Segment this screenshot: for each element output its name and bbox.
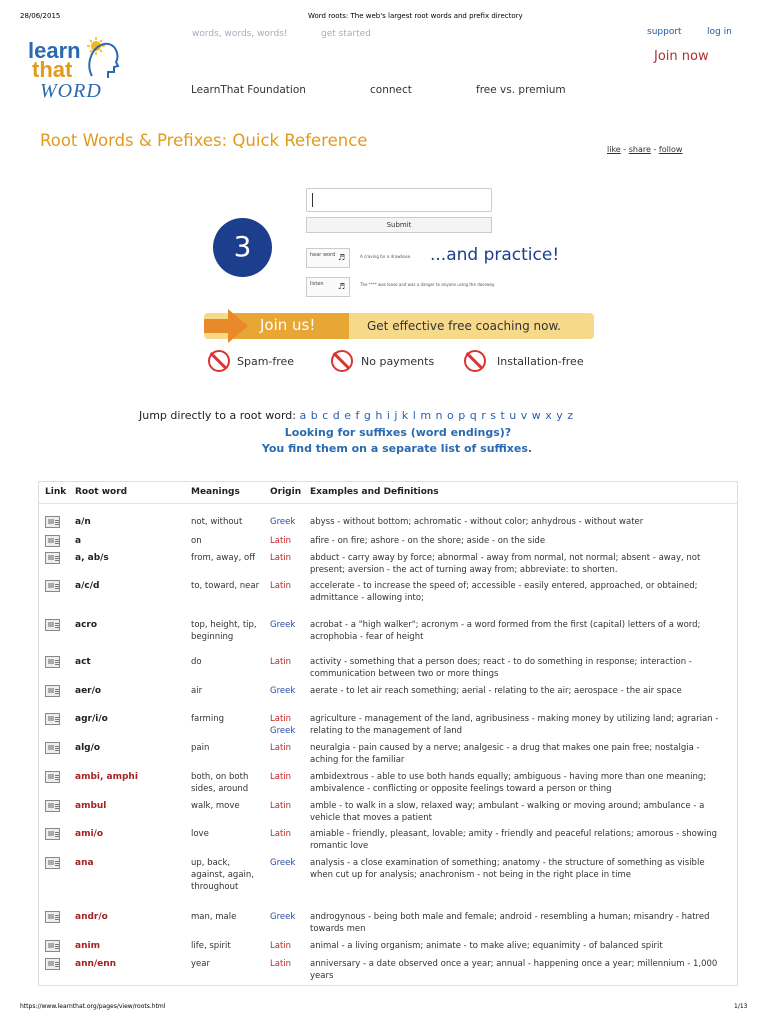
root-meaning: life, spirit [191, 941, 231, 951]
root-word: a/n [75, 517, 91, 527]
image-icon [45, 713, 60, 725]
image-icon [45, 857, 60, 869]
share-link[interactable]: share [628, 145, 651, 154]
root-word: anim [75, 941, 100, 951]
join-banner[interactable] [204, 313, 594, 339]
root-origin: Latin [270, 829, 292, 839]
print-title: Word roots: The web's largest root words and prefix directory [308, 12, 523, 20]
root-meaning: farming [191, 714, 224, 724]
hear-word-button[interactable] [306, 248, 350, 268]
root-meaning: air [191, 686, 203, 696]
tagline-link[interactable]: words, words, words! [192, 29, 288, 39]
letter-links[interactable]: a b c d e f g h i j k l m n o p q r s t u v w x y z [299, 409, 574, 422]
logo-text-word: WORD [40, 80, 102, 102]
root-origin: Greek [270, 620, 296, 630]
root-word: ami/o [75, 829, 104, 839]
no-install-icon [464, 350, 486, 372]
root-word: acro [75, 620, 98, 630]
row-link-icon[interactable] [45, 771, 61, 784]
speaker-icon: ♬ [337, 253, 345, 262]
row-link-icon[interactable] [45, 911, 61, 924]
root-word: a, ab/s [75, 553, 109, 563]
spam-free-label: Spam-free [237, 355, 295, 368]
root-word: ambi, amphi [75, 772, 138, 782]
row-link-icon[interactable] [45, 713, 61, 726]
root-word: ambul [75, 801, 107, 811]
row-link-icon[interactable] [45, 828, 61, 841]
step-badge: 3 [213, 218, 272, 277]
image-icon [45, 940, 60, 952]
root-meaning: do [191, 657, 202, 667]
root-origin: Latin [270, 553, 292, 563]
nav-free-vs-premium[interactable]: free vs. premium [476, 84, 566, 96]
root-examples: animal - a living organism; animate - to make alive; equanimity - of balanced spirit [310, 941, 663, 951]
root-meaning: top, height, tip, beginning [191, 620, 257, 642]
row-link-icon[interactable] [45, 800, 61, 813]
root-examples: analysis - a close examination of something; anatomy - the structure of something as visible when cut up for analysis; anachronism - not being in the right place in time [310, 858, 705, 880]
hint-sentence: The **** was loose and was a danger to anyone using the doorway. [360, 282, 496, 287]
root-origin: Latin [270, 743, 292, 753]
root-word: alg/o [75, 743, 101, 753]
jump-to-letter [139, 409, 574, 422]
root-words-table [38, 481, 738, 986]
root-examples: amiable - friendly, pleasant, lovable; amity - friendly and peaceful relations; amorous - showing romantic love [310, 829, 717, 851]
root-origin: Latin [270, 581, 292, 591]
listen-button[interactable] [306, 277, 350, 297]
image-icon [45, 800, 60, 812]
social-sep: - [650, 145, 659, 154]
root-word: act [75, 657, 91, 667]
listen-label: listen [310, 281, 324, 287]
root-origin: Latin [270, 657, 292, 667]
join-us-label: Join us! [260, 316, 316, 334]
hint-definition: A craving for a drawbase. [360, 254, 412, 259]
login-link[interactable]: log in [707, 27, 732, 37]
root-word: andr/o [75, 912, 108, 922]
root-word: agr/i/o [75, 714, 108, 724]
root-examples: abduct - carry away by force; abnormal - away from normal, not normal; absent - away, not present; aversion - the act of turning away from; abbreviate: to shorten. [310, 553, 701, 575]
practice-text: ...and practice! [430, 245, 560, 265]
root-origin: Greek [270, 517, 296, 527]
root-origin: Greek [270, 912, 296, 922]
root-examples: anniversary - a date observed once a year; annual - happening once a year; millennium - 1,000 years [310, 959, 718, 981]
logo-text-learn: learn [28, 38, 81, 63]
root-meaning: love [191, 829, 209, 839]
root-origin: Latin [270, 959, 292, 969]
nav-foundation[interactable]: LearnThat Foundation [191, 84, 306, 96]
row-link-icon[interactable] [45, 535, 61, 548]
origin-part: Latin [270, 714, 292, 724]
root-origin: Greek [270, 858, 296, 868]
row-link-icon[interactable] [45, 580, 61, 593]
root-word: ann/enn [75, 959, 117, 969]
origin-part: Greek [270, 726, 296, 736]
image-icon [45, 958, 60, 970]
join-tagline: Get effective free coaching now. [367, 319, 561, 333]
row-link-icon[interactable] [45, 516, 61, 529]
social-sep: - [620, 145, 629, 154]
root-examples: neuralgia - pain caused by a nerve; analgesic - a drug that makes one pain free; nostalgia - aching for the familiar [310, 743, 700, 765]
root-examples: activity - something that a person does; react - to do something in response; interaction - communication between two or more things [310, 657, 692, 679]
no-payments-icon [331, 350, 353, 372]
row-link-icon[interactable] [45, 958, 61, 971]
root-meaning: up, back, against, again, throughout [191, 858, 254, 892]
row-link-icon[interactable] [45, 742, 61, 755]
root-origin: Greek [270, 686, 296, 696]
root-origin [270, 713, 306, 737]
row-link-icon[interactable] [45, 940, 61, 953]
root-meaning: to, toward, near [191, 581, 260, 591]
image-icon [45, 516, 60, 528]
header-link: Link [45, 487, 67, 497]
root-examples: androgynous - being both male and female; android - resembling a human; misandry - hatred towards men [310, 912, 710, 934]
row-link-icon[interactable] [45, 619, 61, 632]
image-icon [45, 580, 60, 592]
root-word: a/c/d [75, 581, 100, 591]
print-date: 28/06/2015 [20, 12, 61, 20]
text-cursor [312, 193, 313, 207]
follow-link[interactable]: follow [658, 145, 683, 154]
page-title: Root Words & Prefixes: Quick Reference [40, 131, 368, 150]
root-meaning: man, male [191, 912, 237, 922]
header-root: Root word [75, 487, 128, 497]
header-examples: Examples and Definitions [310, 487, 439, 497]
root-word: a [75, 536, 82, 546]
root-examples: acrobat - a "high walker"; acronym - a word formed from the first (capital) letters of a word; acrophobia - fear of height [310, 620, 701, 642]
arrow-right-icon [204, 309, 250, 343]
like-link[interactable]: like [607, 145, 621, 154]
root-examples: aerate - to let air reach something; aerial - relating to the air; aerospace - the air space [310, 686, 682, 696]
root-meaning: both, on both sides, around [191, 772, 249, 794]
speaker-icon: ♬ [337, 282, 345, 291]
image-icon [45, 771, 60, 783]
root-word: ana [75, 858, 94, 868]
root-origin: Latin [270, 801, 292, 811]
root-origin: Latin [270, 941, 292, 951]
hear-word-label: hear word [310, 252, 336, 258]
row-link-icon[interactable] [45, 857, 61, 870]
root-word: aer/o [75, 686, 102, 696]
root-origin: Latin [270, 536, 292, 546]
root-examples: ambidextrous - able to use both hands equally; ambiguous - having more than one meaning; ambivalence - conflicting or opposite feelings toward a person or thing [310, 772, 707, 794]
join-now-link[interactable]: Join now [654, 49, 709, 64]
sun-head-icon [82, 36, 122, 82]
image-icon [45, 828, 60, 840]
root-meaning: on [191, 536, 202, 546]
get-started-link[interactable]: get started [321, 29, 371, 39]
image-icon [45, 619, 60, 631]
jump-label: Jump directly to a root word: [139, 409, 296, 422]
logo-text-that: that [32, 57, 73, 82]
root-meaning: from, away, off [191, 553, 256, 563]
image-icon [45, 552, 60, 564]
no-payments-label: No payments [361, 355, 435, 368]
root-meaning: pain [191, 743, 210, 753]
root-meaning: not, without [191, 517, 243, 527]
image-icon [45, 742, 60, 754]
root-examples: agriculture - management of the land, agribusiness - making money by utilizing land; agrarian - relating to the management of land [310, 714, 719, 736]
header-origin: Origin [270, 487, 302, 497]
root-examples: afire - on fire; ashore - on the shore; aside - on the side [310, 536, 546, 546]
root-meaning: year [191, 959, 210, 969]
no-spam-icon [208, 350, 230, 372]
print-url: https://www.learnthat.org/pages/view/roots.html [20, 1003, 166, 1010]
support-link[interactable]: support [647, 27, 682, 37]
print-page: 1/13 [734, 1003, 748, 1010]
row-link-icon[interactable] [45, 685, 61, 698]
row-link-icon[interactable] [45, 552, 61, 565]
root-examples: accelerate - to increase the speed of; accessible - easily entered, approached, or obtained; admittance - allowing into; [310, 581, 698, 603]
image-icon [45, 685, 60, 697]
social-links [607, 145, 682, 154]
image-icon [45, 911, 60, 923]
suffix-question[interactable]: Looking for suffixes (word endings)? [284, 426, 512, 439]
root-origin: Latin [270, 772, 292, 782]
spelling-input[interactable] [306, 188, 492, 212]
header-meaning: Meanings [191, 487, 240, 497]
nav-connect[interactable]: connect [370, 84, 412, 96]
image-icon [45, 656, 60, 668]
installation-free-label: Installation-free [497, 355, 584, 368]
root-examples: abyss - without bottom; achromatic - without color; anhydrous - without water [310, 517, 644, 527]
image-icon [45, 535, 60, 547]
row-link-icon[interactable] [45, 656, 61, 669]
suffix-list-link[interactable]: You find them on a separate list of suffixes. [261, 442, 533, 455]
root-examples: amble - to walk in a slow, relaxed way; ambulant - walking or moving around; ambulance - a vehicle that moves a patient [310, 801, 705, 823]
submit-button[interactable]: Submit [306, 217, 492, 233]
table-header [39, 482, 737, 504]
root-meaning: walk, move [191, 801, 240, 811]
